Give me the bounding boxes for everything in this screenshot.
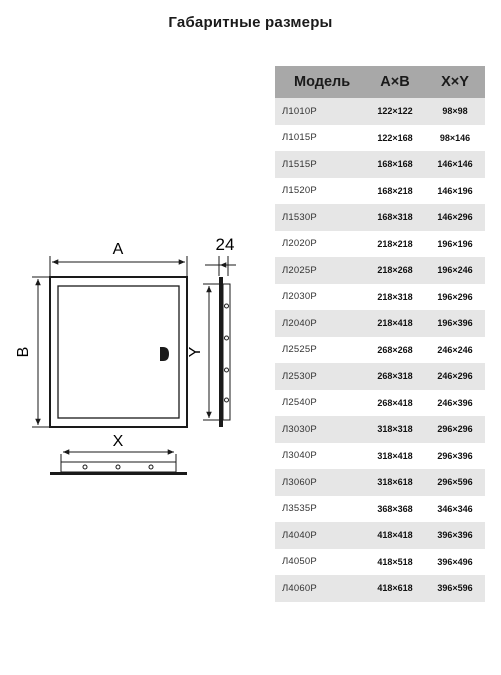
side-view: [187, 235, 236, 427]
cell-xy: 246×296: [437, 371, 473, 382]
table-row: [275, 231, 485, 258]
cell-xy: 196×196: [437, 238, 473, 249]
cell-model: Л1520Р: [282, 185, 317, 197]
cell-xy: 146×146: [437, 159, 473, 170]
cell-ab: 418×518: [377, 556, 413, 567]
cell-ab: 268×268: [377, 344, 413, 355]
table-header: [275, 66, 485, 98]
cell-model: Л2525Р: [282, 344, 317, 356]
page-title: Габаритные размеры: [168, 14, 333, 31]
lock-icon: [160, 347, 169, 361]
cell-model: Л1530Р: [282, 211, 317, 223]
cell-model: Л3040Р: [282, 450, 317, 462]
table-row: [275, 443, 485, 470]
cell-ab: 368×368: [377, 503, 413, 514]
cell-ab: 418×418: [377, 530, 413, 541]
cell-ab: 268×418: [377, 397, 413, 408]
table-row: [275, 257, 485, 284]
cell-ab: 418×618: [377, 583, 413, 594]
cell-model: Л2530Р: [282, 370, 317, 382]
cell-model: Л2020Р: [282, 238, 317, 250]
dimensions-table: [275, 66, 485, 602]
bottom-view: [50, 433, 187, 475]
cell-ab: 168×318: [377, 212, 413, 223]
table-row: [275, 363, 485, 390]
cell-ab: 218×268: [377, 265, 413, 276]
cell-xy: 396×496: [437, 556, 473, 567]
cell-xy: 196×296: [437, 291, 473, 302]
cell-xy: 246×246: [437, 344, 473, 355]
label-a: A: [112, 241, 124, 258]
cell-xy: 146×296: [437, 212, 473, 223]
label-depth: 24: [215, 235, 235, 254]
cell-ab: 318×318: [377, 424, 413, 435]
cell-ab: 218×318: [377, 291, 413, 302]
cell-model: Л3030Р: [282, 423, 317, 435]
cell-model: Л3060Р: [282, 476, 317, 488]
cell-xy: 196×396: [437, 318, 473, 329]
table-row: [275, 125, 485, 152]
front-view: [50, 277, 187, 427]
table-row: [275, 575, 485, 602]
cell-xy: 396×396: [437, 530, 473, 541]
table-row: [275, 178, 485, 205]
cell-ab: 122×168: [377, 132, 413, 143]
table-row: [275, 98, 485, 125]
cell-ab: 218×418: [377, 318, 413, 329]
cell-model: Л2030Р: [282, 291, 317, 303]
cell-xy: 98×146: [439, 132, 471, 143]
table-row: [275, 469, 485, 496]
cell-ab: 168×168: [377, 159, 413, 170]
table-row: [275, 496, 485, 523]
cell-xy: 296×396: [437, 450, 473, 461]
cell-ab: 268×318: [377, 371, 413, 382]
cell-model: Л2025Р: [282, 264, 317, 276]
table-row: [275, 204, 485, 231]
cell-ab: 122×122: [377, 106, 413, 117]
cell-ab: 168×218: [377, 185, 413, 196]
table-row: [275, 310, 485, 337]
table-row: [275, 284, 485, 311]
header-ab: A×B: [380, 74, 410, 90]
cell-ab: 318×418: [377, 450, 413, 461]
cell-model: Л1015Р: [282, 132, 317, 144]
table-row: [275, 522, 485, 549]
header-model: Модель: [294, 74, 351, 90]
cell-ab: 218×218: [377, 238, 413, 249]
cell-xy: 296×296: [437, 424, 473, 435]
dimension-a: [50, 241, 187, 276]
table-row: [275, 337, 485, 364]
cell-xy: 396×596: [437, 583, 473, 594]
cell-xy: 196×246: [437, 265, 473, 276]
cell-xy: 246×396: [437, 397, 473, 408]
table-row: [275, 416, 485, 443]
header-xy: X×Y: [441, 74, 469, 90]
cell-xy: 346×346: [437, 503, 473, 514]
cell-model: Л1010Р: [282, 105, 317, 117]
cell-xy: 98×98: [442, 106, 468, 117]
cell-model: Л3535Р: [282, 503, 317, 515]
dimension-b: [15, 277, 49, 427]
cell-model: Л4060Р: [282, 582, 317, 594]
cell-model: Л2540Р: [282, 397, 317, 409]
cell-xy: 296×596: [437, 477, 473, 488]
label-b: B: [15, 346, 32, 358]
table-row: [275, 390, 485, 417]
table-row: [275, 151, 485, 178]
cell-model: Л1515Р: [282, 158, 317, 170]
label-x: X: [112, 433, 124, 450]
cell-model: Л2040Р: [282, 317, 317, 329]
label-y: Y: [187, 346, 204, 358]
cell-model: Л4040Р: [282, 529, 317, 541]
cell-xy: 146×196: [437, 185, 473, 196]
cell-ab: 318×618: [377, 477, 413, 488]
table-row: [275, 549, 485, 576]
cell-model: Л4050Р: [282, 556, 317, 568]
